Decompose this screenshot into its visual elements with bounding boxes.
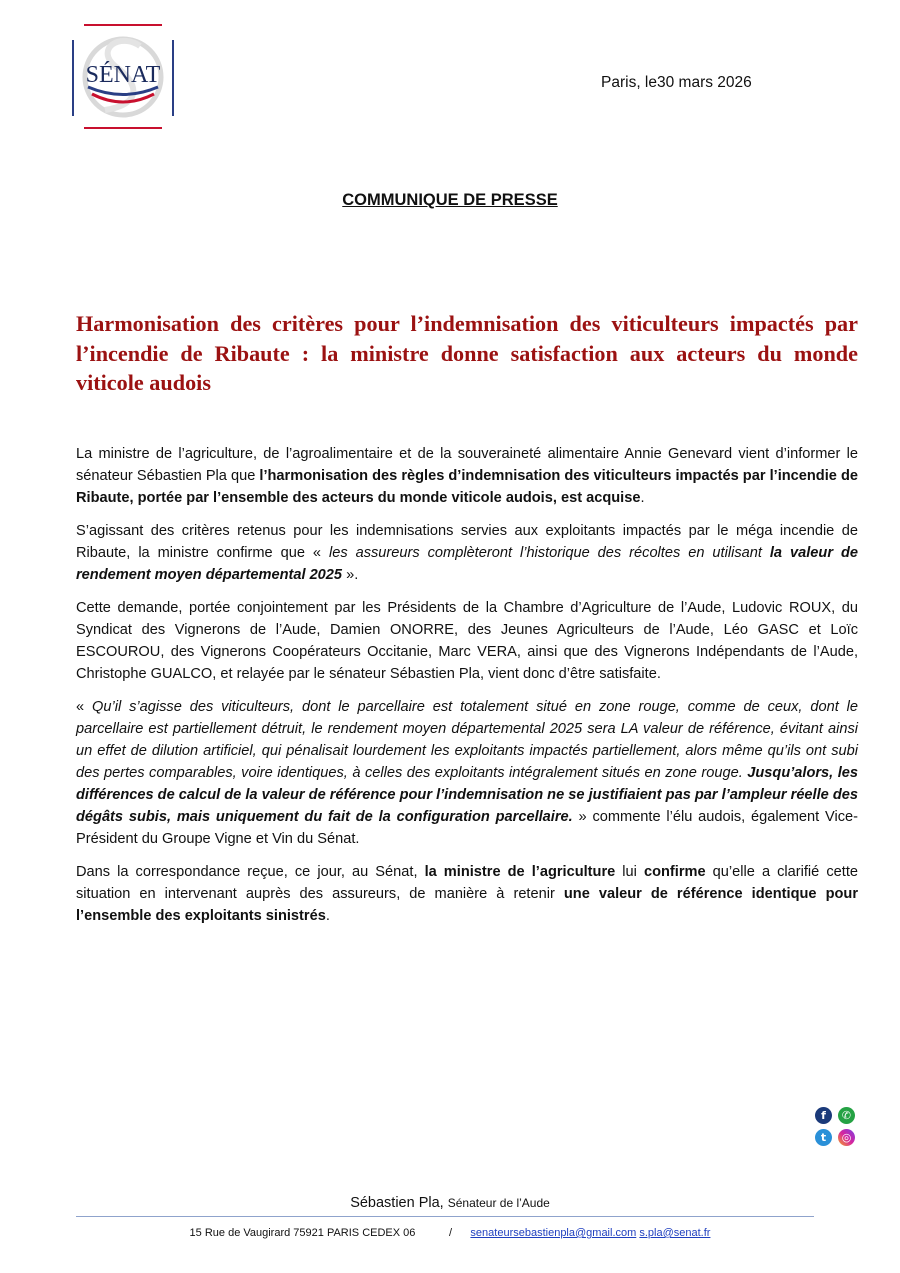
paragraph-2: S’agissant des critères retenus pour les indemnisations servies aux exploitants impactés par le méga incendie de Ribaute, la ministre confirme que « les assureurs complèteront l’historique des récoltes en utilisant la valeur de rendement moyen départemental 2025 ». <box>76 523 858 583</box>
paragraph-1: La ministre de l’agriculture, de l’agroalimentaire et de la souveraineté alimentaire Annie Genevard vient d’informer le sénateur Sébastien Pla que l’harmonisation des règles d’indemnisation des viticulteurs impactés par l’incendie de Ribaute, portée par l’ensemble des acteurs du monde viticole audois, est acquise. <box>76 446 858 506</box>
social-icons <box>815 1107 859 1149</box>
twitter-icon[interactable]: t <box>815 1129 832 1146</box>
email-link-senat[interactable]: s.pla@senat.fr <box>639 1227 711 1239</box>
signature <box>0 1195 900 1211</box>
logo-text: SÉNAT <box>85 62 161 88</box>
whatsapp-icon[interactable]: ✆ <box>838 1107 855 1124</box>
paragraph-5: Dans la correspondance reçue, ce jour, au Sénat, la ministre de l’agriculture lui confirme qu’elle a clarifié cette situation en intervenant auprès des assureurs, de manière à retenir une valeur de référence identique pour l’ensemble des exploitants sinistrés. <box>76 864 858 924</box>
senat-logo <box>70 24 176 130</box>
signature-role: Sénateur de l’Aude <box>447 1196 550 1210</box>
footer-divider <box>76 1216 814 1217</box>
footer-separator: / <box>449 1227 453 1239</box>
paragraph-4: « Qu’il s’agisse des viticulteurs, dont le parcellaire est totalement situé en zone rouge, comme de ceux, dont le parcellaire est partiellement détruit, le rendement moyen départemental 2025 sera LA valeur de référence, évitant ainsi un effet de dilution artificiel, qui pénalisait lourdement les exploitants impactés partiellement, alors même qu’ils ont subi des pertes comparables, voire identiques, à celles des exploitants intégralement situés en zone rouge. Jusqu’alors, les différences de calcul de la valeur de référence pour l’indemnisation ne se justifiaient pas par l’ampleur réelle des dégâts subis, mais uniquement du fait de la configuration parcellaire. » commente l’élu audois, également Vice-Président du Groupe Vigne et Vin du Sénat. <box>76 699 859 847</box>
instagram-icon[interactable]: ◎ <box>838 1129 855 1146</box>
headline: Harmonisation des critères pour l’indemnisation des viticulteurs impactés par l’incendie de Ribaute : la ministre donne satisfaction aux acteurs du monde viticole audois <box>76 311 858 395</box>
paragraph-3: Cette demande, portée conjointement par les Présidents de la Chambre d’Agriculture de l’Aude, Ludovic ROUX, du Syndicat des Vignerons de l’Aude, Damien ONORRE, des Jeunes Agriculteurs de l’Aude, Léo GASC et Loïc ESCOUROU, des Vignerons Coopérateurs Occitanie, Marc VERA, ainsi que des Vignerons Indépendants de l’Aude, Christophe GUALCO, et relayée par le sénateur Sébastien Pla, vient donc d’être satisfaite. <box>76 600 858 682</box>
email-link-gmail[interactable]: senateursebastienpla@gmail.com <box>470 1227 637 1239</box>
signature-name: Sébastien Pla, <box>350 1195 444 1211</box>
footer-contact <box>0 1227 900 1239</box>
facebook-icon[interactable]: f <box>815 1107 832 1124</box>
date: Paris, le30 mars 2026 <box>601 74 752 91</box>
body-text <box>76 443 858 938</box>
press-release-title: COMMUNIQUE DE PRESSE <box>342 191 558 209</box>
footer-address: 15 Rue de Vaugirard 75921 PARIS CEDEX 06 <box>189 1227 416 1239</box>
